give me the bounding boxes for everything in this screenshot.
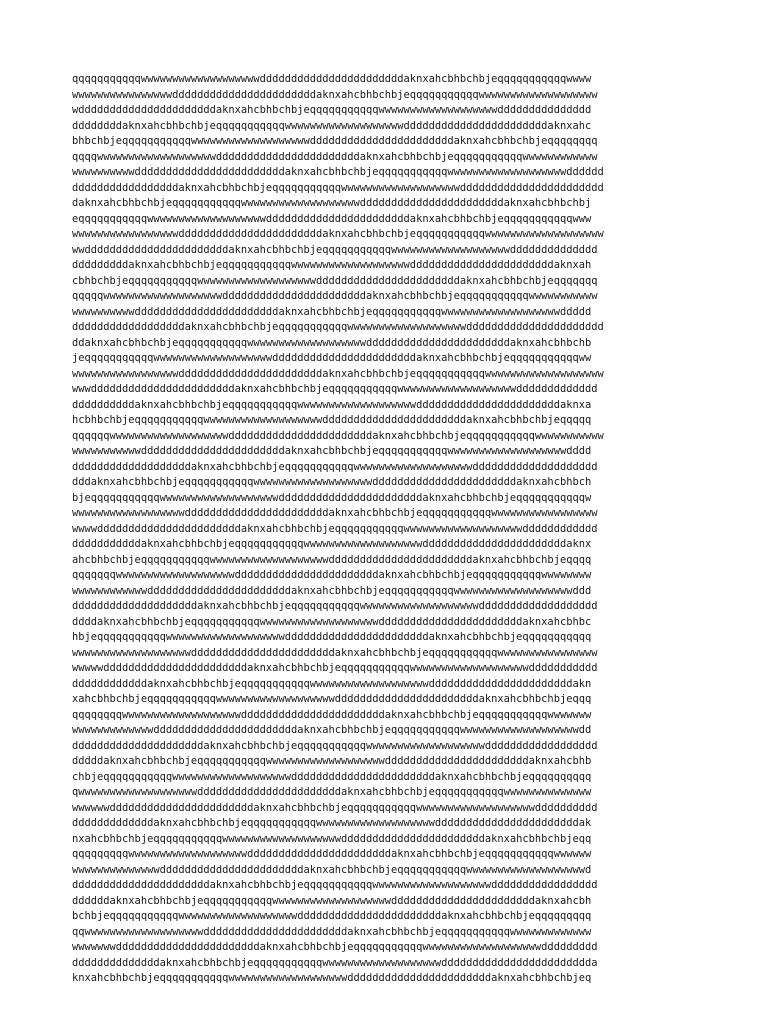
text-line: wwwwwwwwwwwwwwwwdddddddddddddddddddddddaknxahcbhbchbjeqqqqqqqqqqqwwwwwwwwwwwwwwwwwww: [72, 88, 598, 101]
text-line: ddddddddaknxahcbhbchbjeqqqqqqqqqqqwwwwwwwwwwwwwwwwwwwdddddddddddddddddddddddaknxahc: [72, 119, 592, 132]
text-line: wwwwwwwdddddddddddddddddddddddaknxahcbhbchbjeqqqqqqqqqqqwwwwwwwwwwwwwwwwwwwddddddddd: [72, 941, 598, 953]
text-line: ddaknxahcbhbchbjeqqqqqqqqqqqwwwwwwwwwwwwwwwwwwwdddddddddddddddddddddddaknxahcbhbchb: [72, 336, 592, 349]
text-line: qqwwwwwwwwwwwwwwwwwwwdddddddddddddddddddddddaknxahcbhbchbjeqqqqqqqqqqqwwwwwwwwwwwww: [72, 925, 592, 938]
text-line: cbhbchbjeqqqqqqqqqqqwwwwwwwwwwwwwwwwwwwdddddddddddddddddddddddaknxahcbhbchbjeqqqqqqq: [72, 274, 598, 287]
text-line: hcbhbchbjeqqqqqqqqqqqwwwwwwwwwwwwwwwwwwwdddddddddddddddddddddddaknxahcbhbchbjeqqqqq: [72, 414, 592, 426]
text-line: ddddddddddaknxahcbhbchbjeqqqqqqqqqqqwwwwwwwwwwwwwwwwwwwdddddddddddddddddddddddaknxa: [72, 398, 592, 411]
text-line: dddddddddddddddddddaknxahcbhbchbjeqqqqqqqqqqqwwwwwwwwwwwwwwwwwwwdddddddddddddddddddd: [72, 460, 598, 473]
text-line: dddddddddddddddddddddaknxahcbhbchbjeqqqqqqqqqqqwwwwwwwwwwwwwwwwwwwdddddddddddddddddd: [72, 739, 598, 752]
text-line: bchbjeqqqqqqqqqqqwwwwwwwwwwwwwwwwwwwdddddddddddddddddddddddaknxahcbhbchbjeqqqqqqqqq: [72, 910, 592, 922]
text-line: wwwwdddddddddddddddddddddddaknxahcbhbchbjeqqqqqqqqqqqwwwwwwwwwwwwwwwwwwwdddddddddddd: [72, 522, 598, 535]
text-line: qqqqqqwwwwwwwwwwwwwwwwwwwdddddddddddddddddddddddaknxahcbhbchbjeqqqqqqqqqqqwwwwwwwwwww: [72, 429, 604, 442]
text-line: daknxahcbhbchbjeqqqqqqqqqqqwwwwwwwwwwwwwwwwwwwdddddddddddddddddddddddaknxahcbhbchbj: [72, 197, 592, 209]
body-text: [72, 72, 698, 987]
text-line: hbjeqqqqqqqqqqqwwwwwwwwwwwwwwwwwwwdddddddddddddddddddddddaknxahcbhbchbjeqqqqqqqqqqq: [72, 631, 592, 643]
text-line: nxahcbhbchbjeqqqqqqqqqqqwwwwwwwwwwwwwwwwwwwdddddddddddddddddddddddaknxahcbhbchbjeqq: [72, 832, 592, 845]
text-line: ddddddddddddddddddaknxahcbhbchbjeqqqqqqqqqqqwwwwwwwwwwwwwwwwwwwdddddddddddddddddddddd: [72, 321, 604, 333]
text-line: wwwwwwwwwwwwwwdddddddddddddddddddddddaknxahcbhbchbjeqqqqqqqqqqqwwwwwwwwwwwwwwwwwwwd: [72, 863, 592, 876]
text-line: ddddaknxahcbhbchbjeqqqqqqqqqqqwwwwwwwwwwwwwwwwwwwdddddddddddddddddddddddaknxahcbhbc: [72, 615, 592, 628]
text-line: xahcbhbchbjeqqqqqqqqqqqwwwwwwwwwwwwwwwwwwwdddddddddddddddddddddddaknxahcbhbchbjeqqq: [72, 693, 592, 705]
text-line: wwwwwwwwwwwwwwwwwwdddddddddddddddddddddddaknxahcbhbchbjeqqqqqqqqqqqwwwwwwwwwwwwwwwww: [72, 507, 598, 519]
text-line: wwwwwwwwwwwwwwwwwdddddddddddddddddddddddaknxahcbhbchbjeqqqqqqqqqqqwwwwwwwwwwwwwwwwwww: [72, 367, 604, 380]
text-line: wwwwwwwwwwwdddddddddddddddddddddddaknxahcbhbchbjeqqqqqqqqqqqwwwwwwwwwwwwwwwwwwwdddd: [72, 445, 592, 457]
text-line: ddddddddddddddddddddddaknxahcbhbchbjeqqqqqqqqqqqwwwwwwwwwwwwwwwwwwwddddddddddddddddd: [72, 879, 598, 891]
text-line: dddddddddaknxahcbhbchbjeqqqqqqqqqqqwwwwwwwwwwwwwwwwwwwdddddddddddddddddddddddaknxah: [72, 259, 592, 271]
text-line: jeqqqqqqqqqqqwwwwwwwwwwwwwwwwwwwdddddddddddddddddddddddaknxahcbhbchbjeqqqqqqqqqqqww: [72, 352, 592, 364]
text-line: qqqqqwwwwwwwwwwwwwwwwwwwdddddddddddddddddddddddaknxahcbhbchbjeqqqqqqqqqqqwwwwwwwwwww: [72, 290, 598, 302]
text-line: chbjeqqqqqqqqqqqwwwwwwwwwwwwwwwwwwwdddddddddddddddddddddddaknxahcbhbchbjeqqqqqqqqqq: [72, 770, 592, 783]
text-line: wwdddddddddddddddddddddddaknxahcbhbchbjeqqqqqqqqqqqwwwwwwwwwwwwwwwwwwwdddddddddddddd: [72, 243, 598, 256]
text-line: wwwwwwwwwwdddddddddddddddddddddddaknxahcbhbchbjeqqqqqqqqqqqwwwwwwwwwwwwwwwwwwwddddd: [72, 305, 592, 318]
text-line: eqqqqqqqqqqqwwwwwwwwwwwwwwwwwwwdddddddddddddddddddddddaknxahcbhbchbjeqqqqqqqqqqqwww: [72, 212, 592, 225]
text-line: qqqqwwwwwwwwwwwwwwwwwwwdddddddddddddddddddddddaknxahcbhbchbjeqqqqqqqqqqqwwwwwwwwwwww: [72, 150, 598, 163]
text-line: wwwwwwdddddddddddddddddddddddaknxahcbhbchbjeqqqqqqqqqqqwwwwwwwwwwwwwwwwwwwdddddddddd: [72, 801, 598, 814]
text-line: ddddddddddddddddddddaknxahcbhbchbjeqqqqqqqqqqqwwwwwwwwwwwwwwwwwwwddddddddddddddddddd: [72, 600, 598, 612]
text-line: wwwwwwwwwwwwwwwwwwwdddddddddddddddddddddddaknxahcbhbchbjeqqqqqqqqqqqwwwwwwwwwwwwwwww: [72, 646, 598, 659]
text-line: dddddddddddddaknxahcbhbchbjeqqqqqqqqqqqwwwwwwwwwwwwwwwwwwwdddddddddddddddddddddddak: [72, 817, 592, 829]
text-line: qqqqqqqqwwwwwwwwwwwwwwwwwwwdddddddddddddddddddddddaknxahcbhbchbjeqqqqqqqqqqqwwwwwww: [72, 708, 592, 721]
text-line: wddddddddddddddddddddddaknxahcbhbchbjeqqqqqqqqqqqwwwwwwwwwwwwwwwwwwwddddddddddddddd: [72, 104, 592, 116]
text-line: ddddddaknxahcbhbchbjeqqqqqqqqqqqwwwwwwwwwwwwwwwwwwwdddddddddddddddddddddddaknxahcbh: [72, 894, 592, 907]
text-line: wwwdddddddddddddddddddddddaknxahcbhbchbjeqqqqqqqqqqqwwwwwwwwwwwwwwwwwwwddddddddddddd: [72, 383, 598, 395]
text-line: wwwwwwwwwwddddddddddddddddddddddddaknxahcbhbchbjeqqqqqqqqqqqwwwwwwwwwwwwwwwwwwwdddddd: [72, 166, 604, 178]
text-line: dddddaknxahcbhbchbjeqqqqqqqqqqqwwwwwwwwwwwwwwwwwwwdddddddddddddddddddddddaknxahcbhb: [72, 755, 592, 767]
text-line: qwwwwwwwwwwwwwwwwwwwdddddddddddddddddddddddaknxahcbhbchbjeqqqqqqqqqqqwwwwwwwwwwwwww: [72, 786, 592, 798]
text-line: bjeqqqqqqqqqqqwwwwwwwwwwwwwwwwwwwdddddddddddddddddddddddaknxahcbhbchbjeqqqqqqqqqqqw: [72, 491, 592, 504]
text-line: ahcbhbchbjeqqqqqqqqqqqwwwwwwwwwwwwwwwwwwwdddddddddddddddddddddddaknxahcbhbchbjeqqqq: [72, 553, 592, 566]
text-line: wwwwwwwwwwwwdddddddddddddddddddddddaknxahcbhbchbjeqqqqqqqqqqqwwwwwwwwwwwwwwwwwwwddd: [72, 584, 592, 597]
text-line: bhbchbjeqqqqqqqqqqqwwwwwwwwwwwwwwwwwwwdddddddddddddddddddddddaknxahcbhbchbjeqqqqqqqq: [72, 135, 598, 147]
text-line: dddaknxahcbhbchbjeqqqqqqqqqqqwwwwwwwwwwwwwwwwwwwdddddddddddddddddddddddaknxahcbhbch: [72, 476, 592, 488]
text-line: qqqqqqqqqqqwwwwwwwwwwwwwwwwwwwdddddddddddddddddddddddaknxahcbhbchbjeqqqqqqqqqqqwwww: [72, 73, 592, 85]
text-line: qqqqqqqqqwwwwwwwwwwwwwwwwwwwdddddddddddddddddddddddaknxahcbhbchbjeqqqqqqqqqqqwwwwww: [72, 848, 592, 860]
text-line: qqqqqqqwwwwwwwwwwwwwwwwwwwdddddddddddddddddddddddaknxahcbhbchbjeqqqqqqqqqqqwwwwwwww: [72, 569, 592, 581]
text-line: ddddddddddddddaknxahcbhbchbjeqqqqqqqqqqqwwwwwwwwwwwwwwwwwwwdddddddddddddddddddddddda: [72, 956, 598, 969]
text-line: dddddddddddaknxahcbhbchbjeqqqqqqqqqqqwwwwwwwwwwwwwwwwwwwdddddddddddddddddddddddaknx: [72, 538, 592, 550]
text-line: wwwwwwwwwwwwwdddddddddddddddddddddddaknxahcbhbchbjeqqqqqqqqqqqwwwwwwwwwwwwwwwwwwwdd: [72, 724, 592, 736]
text-line: wwwwwdddddddddddddddddddddddaknxahcbhbchbjeqqqqqqqqqqqwwwwwwwwwwwwwwwwwwwddddddddddd: [72, 662, 598, 674]
text-line: dddddddddddddddddaknxahcbhbchbjeqqqqqqqqqqqwwwwwwwwwwwwwwwwwwwddddddddddddddddddddddd: [72, 181, 604, 194]
text-line: ddddddddddddaknxahcbhbchbjeqqqqqqqqqqqwwwwwwwwwwwwwwwwwwwdddddddddddddddddddddddakn: [72, 677, 592, 690]
text-line: wwwwwwwwwwwwwwwwwdddddddddddddddddddddddaknxahcbhbchbjeqqqqqqqqqqqwwwwwwwwwwwwwwwwwww: [72, 228, 604, 240]
text-line: knxahcbhbchbjeqqqqqqqqqqqwwwwwwwwwwwwwwwwwwwdddddddddddddddddddddddaknxahcbhbchbjeq: [72, 972, 592, 984]
